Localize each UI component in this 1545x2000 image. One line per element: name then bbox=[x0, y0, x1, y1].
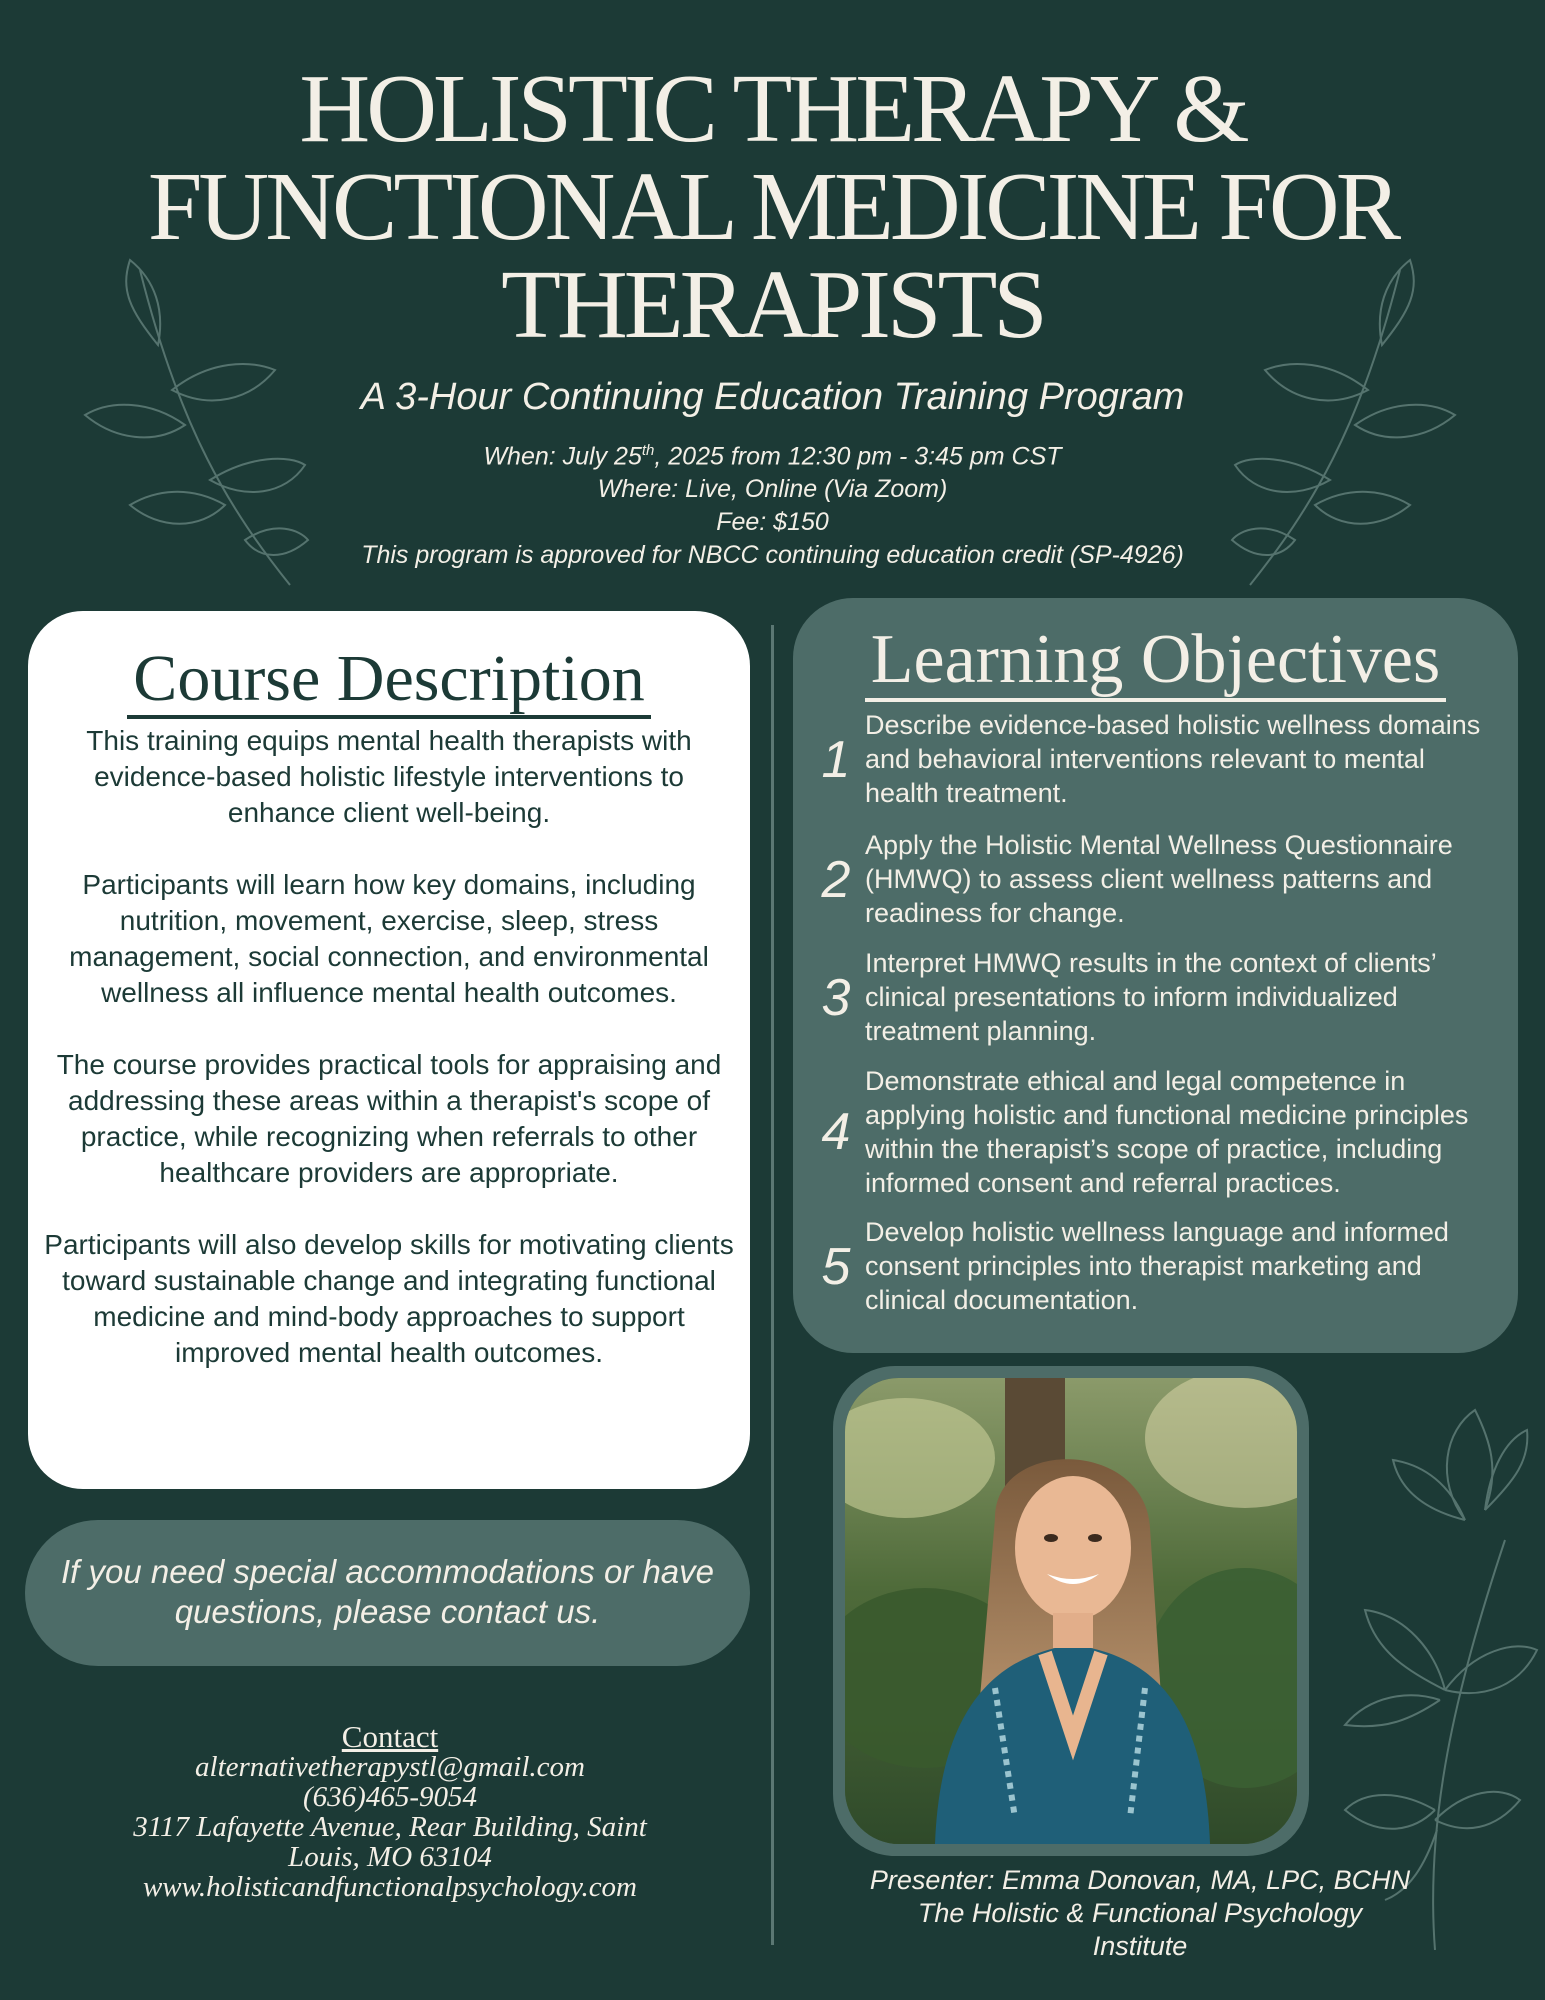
objective-text: Interpret HMWQ results in the context of clients’ clinical presentations to inform individualized treatment planning. bbox=[865, 948, 1436, 1046]
event-fee: Fee: $150 bbox=[716, 508, 829, 537]
course-description-paragraph: Participants will learn how key domains, including nutrition, movement, exercise, sleep, stress management, social connection, and environmental wellness all influence mental health outcomes. bbox=[69, 869, 709, 1008]
objective-number: 4 bbox=[821, 1103, 851, 1161]
course-description-paragraph: This training equips mental health therapists with evidence-based holistic lifestyle interventions to enhance client well-being. bbox=[86, 725, 692, 828]
objective-text: Describe evidence-based holistic wellness domains and behavioral interventions relevant to mental health treatment. bbox=[865, 710, 1481, 808]
presenter-institute-line-2: Institute bbox=[1092, 1931, 1188, 1961]
objective-text: Apply the Holistic Mental Wellness Questionnaire (HMWQ) to assess client wellness patterns and readiness for change. bbox=[865, 830, 1453, 928]
presenter-caption bbox=[780, 1864, 1500, 1963]
presenter-name: Presenter: Emma Donovan, MA, LPC, BCHN bbox=[869, 1865, 1411, 1895]
presenter-photo bbox=[845, 1378, 1297, 1844]
flyer-title bbox=[40, 55, 1505, 359]
program-subtitle: A 3-Hour Continuing Education Training Program bbox=[360, 376, 1185, 418]
column-divider bbox=[771, 625, 774, 1945]
objective-text: Demonstrate ethical and legal competence in applying holistic and functional medicine principles within the therapist’s scope of practice, including informed consent and referral practices. bbox=[865, 1066, 1469, 1198]
course-description-paragraph: The course provides practical tools for appraising and addressing these areas within a therapist's scope of practice, while recognizing when referrals to other healthcare providers are appropriate. bbox=[56, 1049, 722, 1188]
course-description-card bbox=[28, 611, 750, 1489]
presenter-institute-line-1: The Holistic & Functional Psychology bbox=[917, 1898, 1363, 1928]
objective-item-5 bbox=[793, 1215, 1518, 1317]
objective-number: 2 bbox=[821, 851, 851, 909]
learning-objectives-heading-text: Learning Objectives bbox=[865, 621, 1447, 702]
contact-website-link[interactable]: www.holisticandfunctionalpsychology.com bbox=[142, 1871, 638, 1903]
title-line-2: FUNCTIONAL MEDICINE FOR bbox=[147, 153, 1398, 261]
course-description-heading-text: Course Description bbox=[127, 642, 650, 719]
objective-number: 1 bbox=[821, 731, 851, 789]
event-where: Where: Live, Online (Via Zoom) bbox=[597, 475, 948, 504]
title-line-1: HOLISTIC THERAPY & bbox=[299, 55, 1246, 163]
objective-item-2 bbox=[793, 828, 1518, 930]
contact-address-line-1: 3117 Lafayette Avenue, Rear Building, Saint bbox=[133, 1811, 647, 1843]
event-when-time: , 2025 from 12:30 pm - 3:45 pm CST bbox=[654, 442, 1062, 471]
course-description-paragraph: Participants will also develop skills for motivating clients toward sustainable change and integrating functional medicine and mind-body approaches to support improved mental health outcomes. bbox=[44, 1229, 734, 1368]
event-when-date: When: July 25 bbox=[483, 442, 642, 471]
event-when bbox=[250, 434, 1295, 473]
course-description-body bbox=[42, 723, 736, 1407]
event-when-ordinal: th bbox=[641, 442, 655, 459]
presenter-portrait-illustration bbox=[845, 1378, 1297, 1844]
accommodations-text: If you need special accommodations or have questions, please contact us. bbox=[60, 1553, 715, 1630]
course-description-heading bbox=[28, 639, 750, 719]
event-approval: This program is approved for NBCC continuing education credit (SP-4926) bbox=[361, 541, 1184, 570]
objective-number: 3 bbox=[821, 969, 851, 1027]
contact-address-line-2: Louis, MO 63104 bbox=[288, 1841, 492, 1873]
contact-phone[interactable]: (636)465-9054 bbox=[303, 1781, 477, 1813]
objective-text: Develop holistic wellness language and informed consent principles into therapist marketing and clinical documentation. bbox=[865, 1217, 1449, 1315]
presenter-photo-frame bbox=[833, 1366, 1309, 1856]
objective-item-3 bbox=[793, 946, 1518, 1048]
title-line-3: THERAPISTS bbox=[501, 251, 1044, 359]
contact-email-link[interactable]: alternativetherapystl@gmail.com bbox=[195, 1751, 585, 1783]
contact-block bbox=[60, 1719, 720, 1903]
event-details bbox=[250, 434, 1295, 572]
objective-number: 5 bbox=[821, 1238, 851, 1296]
learning-objectives-card bbox=[793, 598, 1518, 1353]
objective-item-1 bbox=[793, 708, 1518, 810]
learning-objectives-heading bbox=[793, 618, 1518, 702]
objective-item-4 bbox=[793, 1064, 1518, 1200]
contact-heading: Contact bbox=[341, 1719, 439, 1754]
accommodations-banner bbox=[25, 1520, 750, 1666]
